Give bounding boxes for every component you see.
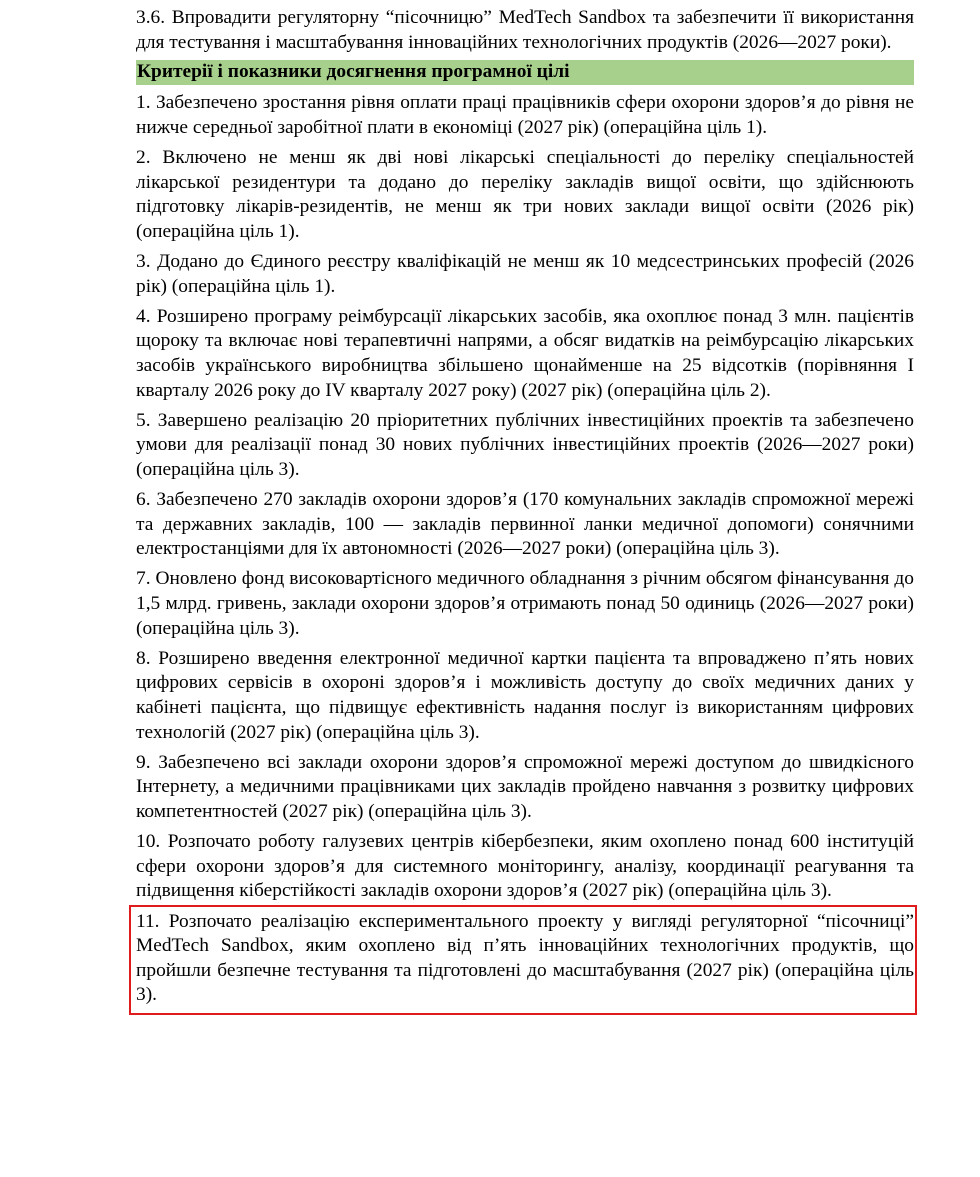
criterion-item <box>136 305 914 403</box>
criterion-item <box>136 647 914 745</box>
criterion-item <box>136 146 914 244</box>
criterion-text: Забезпечено зростання рівня оплати праці працівників сфери охорони здоров’я до рівня не нижче середньої заробітної плати в економіці (2027 рік) (операційна ціль 1). <box>136 92 914 138</box>
criterion-number: 5. <box>136 409 151 431</box>
criterion-number: 11. <box>136 910 160 932</box>
criterion-text: Включено не менш як дві нові лікарські спеціальності до переліку спеціальностей лікарської резидентури та додано до переліку закладів вищої освіти, що здійснюють підготовку лікарів-резидентів, не менш як три нових заклади вищої освіти (2026 рік) (операційна ціль 1). <box>136 146 914 242</box>
criterion-number: 9. <box>136 751 151 773</box>
criterion-number: 6. <box>136 489 151 511</box>
criterion-item <box>136 830 914 904</box>
criterion-number: 4. <box>136 305 151 327</box>
criterion-number: 3. <box>136 250 151 272</box>
criterion-text: Завершено реалізацію 20 пріоритетних публічних інвестиційних проектів та забезпечено умови для реалізації понад 30 нових публічних інвестиційних проектів (2026—2027 роки) (операційна ціль 3). <box>136 409 914 480</box>
criterion-item <box>136 488 914 562</box>
criterion-text: Додано до Єдиного реєстру кваліфікацій не менш як 10 медсестринських професій (2026 рік) (операційна ціль 1). <box>136 250 914 297</box>
criterion-text: Забезпечено всі заклади охорони здоров’я спроможної мережі доступом до швидкісного Інтернету, а медичними працівниками цих закладів пройдено навчання з розвитку цифрових компетентностей (2027 рік) (операційна ціль 3). <box>136 751 914 822</box>
criterion-item <box>136 567 914 641</box>
criterion-text: Забезпечено 270 закладів охорони здоров’я (170 комунальних закладів спроможної мережі та державних закладів, 100 — закладів первинної ланки медичної допомоги) сонячними електростанціями для їх автономності (2026—2027 роки) (операційна ціль 3). <box>136 489 914 560</box>
measure-3-6-paragraph: 3.6. Впровадити регуляторну “пісочницю” MedTech Sandbox та забезпечити її використання для тестування і масштабування інноваційних технологічних продуктів (2026—2027 роки). <box>136 7 914 53</box>
criterion-text: Розширено програму реімбурсації лікарських засобів, яка охоплює понад 3 млн. пацієнтів щороку та включає нові терапевтичні напрями, а обсяг видатків на реімбурсацію лікарських засобів українського виробництва збільшено щонайменше на 25 відсотків (порівняння I кварталу 2026 року до IV кварталу 2027 року) (2027 рік) (операційна ціль 2). <box>136 305 914 401</box>
criterion-item <box>136 910 914 1008</box>
criterion-item <box>136 91 914 140</box>
criterion-text: Розширено введення електронної медичної картки пацієнта та впроваджено п’ять нових цифрових сервісів в охороні здоров’я і можливість доступу до своїх медичних даних у кабінеті пацієнта, що підвищує ефективність надання послуг із використанням цифрових технологій (2027 рік) (операційна ціль 3). <box>136 647 914 743</box>
criterion-number: 8. <box>136 647 151 669</box>
criterion-text: Оновлено фонд високовартісного медичного обладнання з річним обсягом фінансування до 1,5 млрд. гривень, заклади охорони здоров’я отримають понад 50 одиниць (2026—2027 роки) (операційна ціль 3). <box>136 568 914 639</box>
criterion-item <box>136 250 914 299</box>
document-page <box>136 6 914 1014</box>
criteria-list <box>136 91 914 1008</box>
criterion-number: 7. <box>136 568 151 590</box>
criterion-text: Розпочато роботу галузевих центрів кібербезпеки, яким охоплено понад 600 інституцій сфери охорони здоров’я для системного моніторингу, аналізу, координації реагування та підвищення кіберстійкості закладів охорони здоров’я (2027 рік) (операційна ціль 3). <box>136 831 914 902</box>
criterion-number: 1. <box>136 92 151 114</box>
criteria-section-header: Критерії і показники досягнення програмної цілі <box>136 60 914 85</box>
criterion-item <box>136 409 914 483</box>
criterion-text: Розпочато реалізацію експериментального проекту у вигляді регуляторної “пісочниці” MedTech Sandbox, яким охоплено від п’ять інноваційних технологічних продуктів, що пройшли безпечне тестування та підготовлені до масштабування (2027 рік) (операційна ціль 3). <box>136 910 914 1006</box>
criterion-number: 2. <box>136 146 151 168</box>
criterion-number: 10. <box>136 831 161 853</box>
criterion-item <box>136 751 914 825</box>
